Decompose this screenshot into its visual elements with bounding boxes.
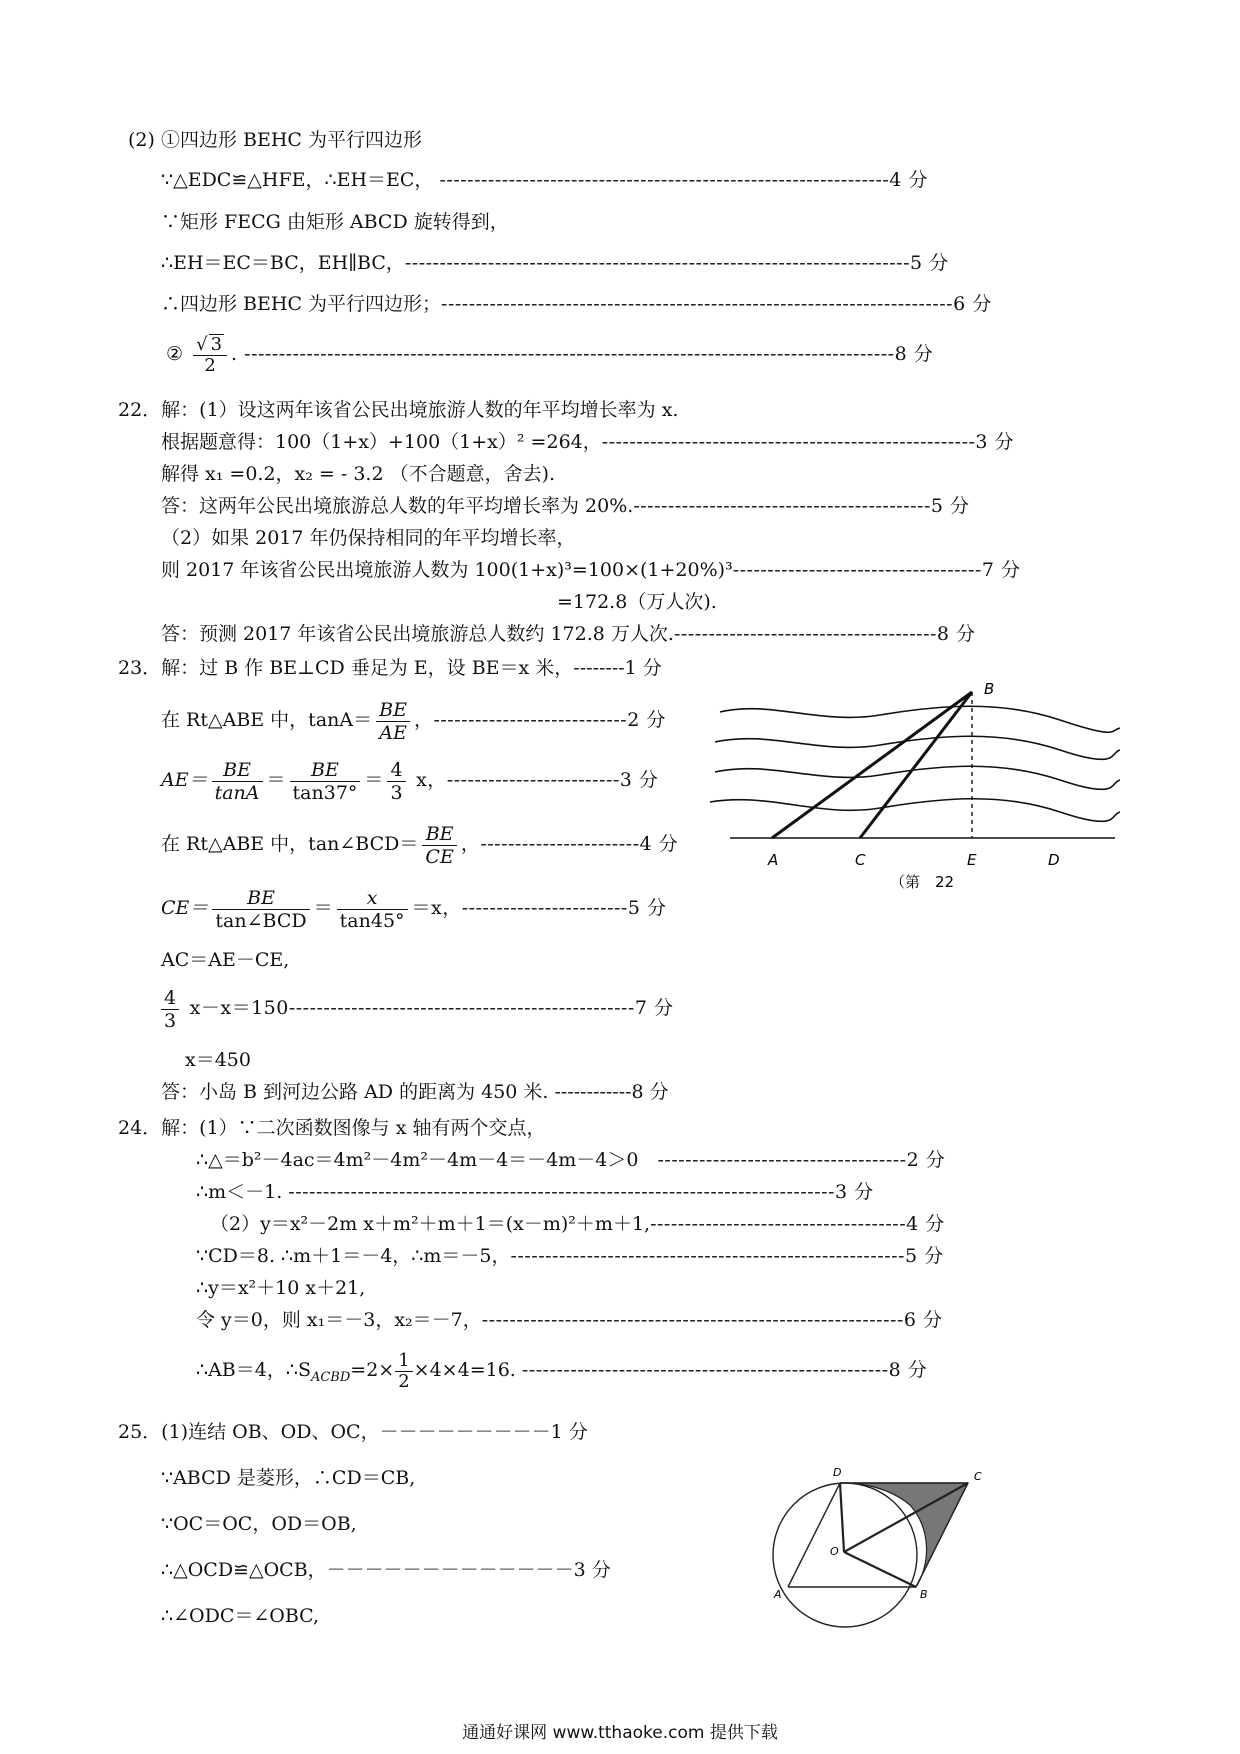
q23-line-3: AE＝ $\frac{BE}{\tan A}$ ＝ $\frac{BE}{\tan 37^\circ}$ ＝ $\frac{4}{3}$ x，-------------------------3 分 xyxy=(161,758,659,804)
q23-line-6: AC＝AE－CE, xyxy=(161,949,290,971)
label-c: C xyxy=(974,1470,982,1483)
q24-line-5: ∵CD＝8. ∴m＋1＝－4，∴m＝－5，---------------------------------------------------------5 分 xyxy=(196,1245,944,1267)
q22-line-8: 答：预测 2017 年该省公民出境旅游总人数约 172.8 万人次.--------------------------------------8 分 xyxy=(161,623,976,645)
circle-o xyxy=(773,1483,917,1627)
line-cb xyxy=(860,692,972,838)
q22-line-3: 解得 x₁ =0.2，x₂ = - 3.2 （不合题意，舍去). xyxy=(161,463,556,485)
q25-line-1: 25．(1)连结 OB、OD、OC，－－－－－－－－－1 分 xyxy=(118,1421,588,1443)
label-d: D xyxy=(833,1466,842,1479)
label-d: D xyxy=(1048,851,1060,869)
q21-line-1: (2) ①四边形 BEHC 为平行四边形 xyxy=(128,129,422,151)
river-wave-3 xyxy=(715,766,1120,789)
q25-line-2: ∵ABCD 是菱形，∴CD＝CB, xyxy=(161,1467,416,1489)
q24-line-7: 令 y＝0，则 x₁＝－3，x₂＝－7，-------------------------------------------------------------6 分 xyxy=(196,1309,943,1331)
q22-line-7: =172.8（万人次). xyxy=(557,591,717,613)
q25-line-4: ∴△OCD≌△OCB，－－－－－－－－－－－－－3 分 xyxy=(161,1559,611,1581)
sqrt3-over-2-fraction: $\frac{√ 3}{2}$ xyxy=(193,334,227,376)
label-b: B xyxy=(920,1588,928,1601)
q21-line-6: ② $\frac{√ 3}{2}$ . ----------------------------------------------------------------------------------------------8 分 xyxy=(166,334,934,376)
q22-line-5: （2）如果 2017 年仍保持相同的年平均增长率， xyxy=(161,527,576,549)
label-b: B xyxy=(984,680,995,698)
q24-line-8: ∴AB＝4，$\therefore S_{ACBD}=2\times$ $\frac{1}{2}$ ×4×4=16. -----------------------------------------------------8 分 xyxy=(196,1349,928,1392)
q21-line-2: ∵△EDC≌△HFE，∴EH＝EC， -----------------------------------------------------------------4 分 xyxy=(161,169,928,191)
q24-line-6: ∴y＝x²＋10 x＋21, xyxy=(196,1277,366,1299)
four-thirds-fraction-2: $\frac{4}{3}$ xyxy=(161,987,179,1032)
segment-ob xyxy=(844,1552,916,1587)
q25-circle-rhombus-figure xyxy=(760,1460,1000,1640)
q22-line-2: 根据题意得：100（1+x）+100（1+x）² =264，------------------------------------------------------3 分 xyxy=(161,431,1015,453)
figure-caption: （第 22 xyxy=(890,873,955,891)
be-over-tana-fraction: $\frac{BE}{\tan A}$ xyxy=(212,759,263,804)
q23-line-4: 在 Rt△ABE 中，tan∠BCD＝ $\frac{BE}{CE}$ ，-----------------------4 分 xyxy=(161,822,679,868)
label-a: A xyxy=(774,1588,782,1601)
label-o: O xyxy=(830,1545,839,1558)
segment-od xyxy=(840,1483,844,1552)
one-half-fraction: $\frac{1}{2}$ xyxy=(395,1351,412,1392)
q24-line-3: ∴m＜－1. -------------------------------------------------------------------------------3 分 xyxy=(196,1181,874,1203)
q23-line-1: 23．解：过 B 作 BE⊥CD 垂足为 E，设 BE＝x 米，--------1 分 xyxy=(118,657,662,679)
label-e: E xyxy=(967,851,977,869)
be-over-ce-fraction: $\frac{BE}{CE}$ xyxy=(422,823,456,868)
four-thirds-fraction: $\frac{4}{3}$ xyxy=(387,759,405,804)
q23-line-7: $\frac{4}{3}$ x－x＝150--------------------------------------------------7 分 xyxy=(161,984,673,1032)
q23-line-2: 在 Rt△ABE 中，tanA＝ $\frac{BE}{AE}$ ，----------------------------2 分 xyxy=(161,698,666,744)
q25-line-3: ∵OC＝OC，OD＝OB, xyxy=(161,1513,357,1535)
river-wave-4 xyxy=(710,799,1120,822)
shaded-region xyxy=(840,1483,968,1587)
q23-line-9: 答：小岛 B 到河边公路 AD 的距离为 450 米. ------------8 分 xyxy=(161,1081,669,1103)
q24-line-4: （2）y＝x²－2m x＋m²＋m＋1＝(x－m)²＋m＋1,-------------------------------------4 分 xyxy=(210,1213,945,1235)
side-ad xyxy=(788,1483,840,1587)
label-c: C xyxy=(855,851,866,869)
q21-line-3: ∵矩形 FECG 由矩形 ABCD 旋转得到， xyxy=(161,211,509,233)
q22-line-6: 则 2017 年该省公民出境旅游人数为 100(1+x)³=100×(1+20%)³------------------------------------7 分 xyxy=(161,559,1021,581)
q23-river-figure xyxy=(700,670,1120,900)
q21-line-4: ∴EH＝EC＝BC，EH∥BC，-------------------------------------------------------------------------5 分 xyxy=(161,252,949,274)
q21-line-5: ∴四边形 BEHC 为平行四边形；--------------------------------------------------------------------------6 分 xyxy=(161,293,992,315)
q24-line-2: ∴△＝b²－4ac＝4m²－4m²－4m－4＝－4m－4＞0 ------------------------------------2 分 xyxy=(196,1149,946,1171)
label-a: A xyxy=(768,851,779,869)
q23-line-8: x＝450 xyxy=(185,1049,251,1071)
be-over-tan37-fraction: $\frac{BE}{\tan 37^\circ}$ xyxy=(290,759,361,804)
q25-line-5: ∴∠ODC＝∠OBC, xyxy=(161,1605,320,1627)
q23-line-5: CE＝ $\frac{BE}{\text{tan∠BCD}}$ ＝ $\frac{x}{\tan 45^\circ}$ ＝x，------------------------5 分 xyxy=(161,886,667,932)
q22-line-1: 22．解：(1）设这两年该省公民出境旅游人数的年平均增长率为 x. xyxy=(118,399,679,421)
be-over-ae-fraction: $\frac{BE}{AE}$ xyxy=(376,699,410,744)
river-wave-2 xyxy=(715,736,1120,759)
q22-line-4: 答：这两年公民出境旅游总人数的年平均增长率为 20%.-------------------------------------------5 分 xyxy=(161,495,970,517)
q24-line-1: 24．解：(1）∵二次函数图像与 x 轴有两个交点， xyxy=(118,1117,546,1139)
be-over-tanbcd-fraction: $\frac{BE}{\text{tan∠BCD}}$ xyxy=(212,887,309,932)
x-over-tan45-fraction: $\frac{x}{\tan 45^\circ}$ xyxy=(337,887,408,932)
page-footer: 通通好课网 www.tthaoke.com 提供下载 xyxy=(462,1723,778,1743)
